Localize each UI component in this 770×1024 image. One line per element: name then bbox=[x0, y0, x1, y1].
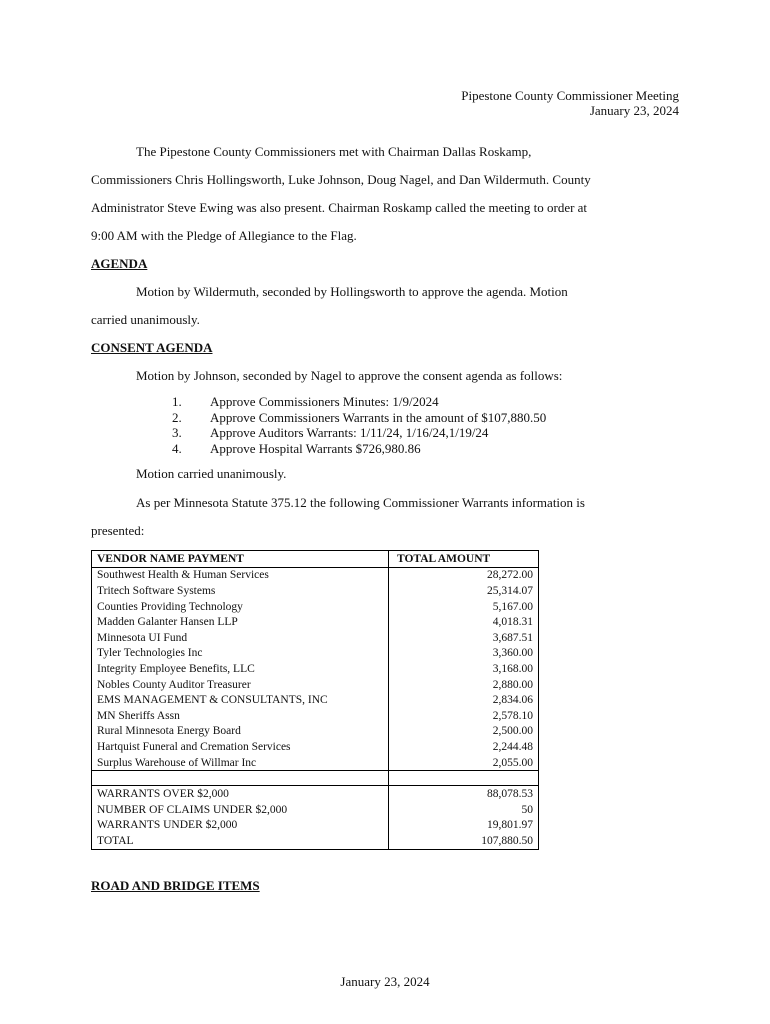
vendor-cell: Counties Providing Technology bbox=[92, 599, 389, 615]
amount-cell: 19,801.97 bbox=[487, 819, 533, 832]
amount-column-header: TOTAL AMOUNT bbox=[389, 551, 539, 568]
vendor-cell: Nobles County Auditor Treasurer bbox=[92, 677, 389, 693]
meeting-title: Pipestone County Commissioner Meeting bbox=[461, 88, 679, 103]
table-row bbox=[92, 692, 539, 708]
vendor-cell: Tritech Software Systems bbox=[92, 583, 389, 599]
amount-cell: 3,168.00 bbox=[492, 662, 533, 675]
intro-line-1: The Pipestone County Commissioners met with Chairman Dallas Roskamp, bbox=[136, 144, 532, 159]
vendor-cell: Hartquist Funeral and Cremation Services bbox=[92, 739, 389, 755]
agenda-motion-line-1: Motion by Wildermuth, seconded by Hollingsworth to approve the agenda. Motion bbox=[136, 284, 568, 299]
vendor-cell: TOTAL bbox=[92, 833, 389, 849]
table-row bbox=[92, 599, 539, 615]
agenda-heading: AGENDA bbox=[91, 256, 148, 271]
table-row bbox=[92, 661, 539, 677]
table-row bbox=[92, 630, 539, 646]
intro-line-2: Commissioners Chris Hollingsworth, Luke Johnson, Doug Nagel, and Dan Wildermuth. County bbox=[91, 172, 591, 187]
table-row bbox=[92, 583, 539, 599]
spacer-cell bbox=[92, 771, 389, 786]
amount-cell: 25,314.07 bbox=[487, 584, 533, 597]
table-row bbox=[92, 755, 539, 771]
vendor-cell: Madden Galanter Hansen LLP bbox=[92, 614, 389, 630]
amount-cell: 2,834.06 bbox=[492, 694, 533, 707]
summary-row bbox=[92, 833, 539, 849]
summary-row bbox=[92, 802, 539, 818]
vendor-cell: WARRANTS OVER $2,000 bbox=[92, 786, 389, 802]
vendor-cell: Minnesota UI Fund bbox=[92, 630, 389, 646]
amount-cell: 2,578.10 bbox=[492, 709, 533, 722]
spacer-cell bbox=[389, 771, 539, 786]
list-item: 1. Approve Commissioners Minutes: 1/9/2024 bbox=[172, 394, 439, 409]
vendor-column-header: VENDOR NAME PAYMENT bbox=[92, 551, 389, 568]
table-header-row bbox=[92, 551, 539, 568]
vendor-cell: EMS MANAGEMENT & CONSULTANTS, INC bbox=[92, 692, 389, 708]
table-row bbox=[92, 739, 539, 755]
road-bridge-heading: ROAD AND BRIDGE ITEMS bbox=[91, 878, 260, 893]
amount-cell: 107,880.50 bbox=[481, 834, 533, 847]
amount-cell: 2,880.00 bbox=[492, 678, 533, 691]
table-row bbox=[92, 724, 539, 740]
footer-date: January 23, 2024 bbox=[340, 974, 430, 989]
statute-line-2: presented: bbox=[91, 523, 145, 538]
vendor-cell: NUMBER OF CLAIMS UNDER $2,000 bbox=[92, 802, 389, 818]
vendor-cell: MN Sheriffs Assn bbox=[92, 708, 389, 724]
table-spacer-row bbox=[92, 771, 539, 786]
intro-line-4: 9:00 AM with the Pledge of Allegiance to the Flag. bbox=[91, 228, 357, 243]
agenda-motion-line-2: carried unanimously. bbox=[91, 312, 200, 327]
summary-row bbox=[92, 818, 539, 834]
table-row bbox=[92, 646, 539, 662]
amount-cell: 88,078.53 bbox=[487, 788, 533, 801]
summary-row bbox=[92, 786, 539, 802]
amount-cell: 50 bbox=[521, 803, 533, 816]
statute-line-1: As per Minnesota Statute 375.12 the following Commissioner Warrants information is bbox=[136, 495, 585, 510]
amount-cell: 4,018.31 bbox=[492, 616, 533, 629]
list-item: 4. Approve Hospital Warrants $726,980.86 bbox=[172, 440, 421, 456]
amount-cell: 5,167.00 bbox=[492, 600, 533, 613]
table-row bbox=[92, 708, 539, 724]
amount-cell: 3,687.51 bbox=[492, 631, 533, 644]
motion-carried: Motion carried unanimously. bbox=[136, 466, 287, 481]
amount-cell: 2,244.48 bbox=[492, 740, 533, 753]
amount-cell: 2,055.00 bbox=[492, 756, 533, 769]
vendor-cell: Tyler Technologies Inc bbox=[92, 646, 389, 662]
vendor-cell: Surplus Warehouse of Willmar Inc bbox=[92, 755, 389, 771]
consent-motion: Motion by Johnson, seconded by Nagel to approve the consent agenda as follows: bbox=[136, 368, 563, 383]
warrants-table bbox=[91, 550, 539, 850]
vendor-cell: Southwest Health & Human Services bbox=[92, 567, 389, 583]
table-row bbox=[92, 567, 539, 583]
meeting-header bbox=[461, 88, 679, 118]
meeting-date: January 23, 2024 bbox=[589, 103, 679, 118]
consent-items-list bbox=[172, 394, 546, 456]
vendor-cell: Rural Minnesota Energy Board bbox=[92, 724, 389, 740]
vendor-cell: WARRANTS UNDER $2,000 bbox=[92, 818, 389, 834]
amount-cell: 2,500.00 bbox=[492, 725, 533, 738]
amount-cell: 28,272.00 bbox=[487, 569, 533, 582]
list-item: 3. Approve Auditors Warrants: 1/11/24, 1/16/24,1/19/24 bbox=[172, 425, 489, 440]
consent-agenda-heading: CONSENT AGENDA bbox=[91, 340, 213, 355]
vendor-cell: Integrity Employee Benefits, LLC bbox=[92, 661, 389, 677]
amount-cell: 3,360.00 bbox=[492, 647, 533, 660]
table-row bbox=[92, 677, 539, 693]
list-item: 2. Approve Commissioners Warrants in the amount of $107,880.50 bbox=[172, 409, 547, 425]
table-row bbox=[92, 614, 539, 630]
intro-line-3: Administrator Steve Ewing was also present. Chairman Roskamp called the meeting to order at bbox=[91, 200, 588, 215]
